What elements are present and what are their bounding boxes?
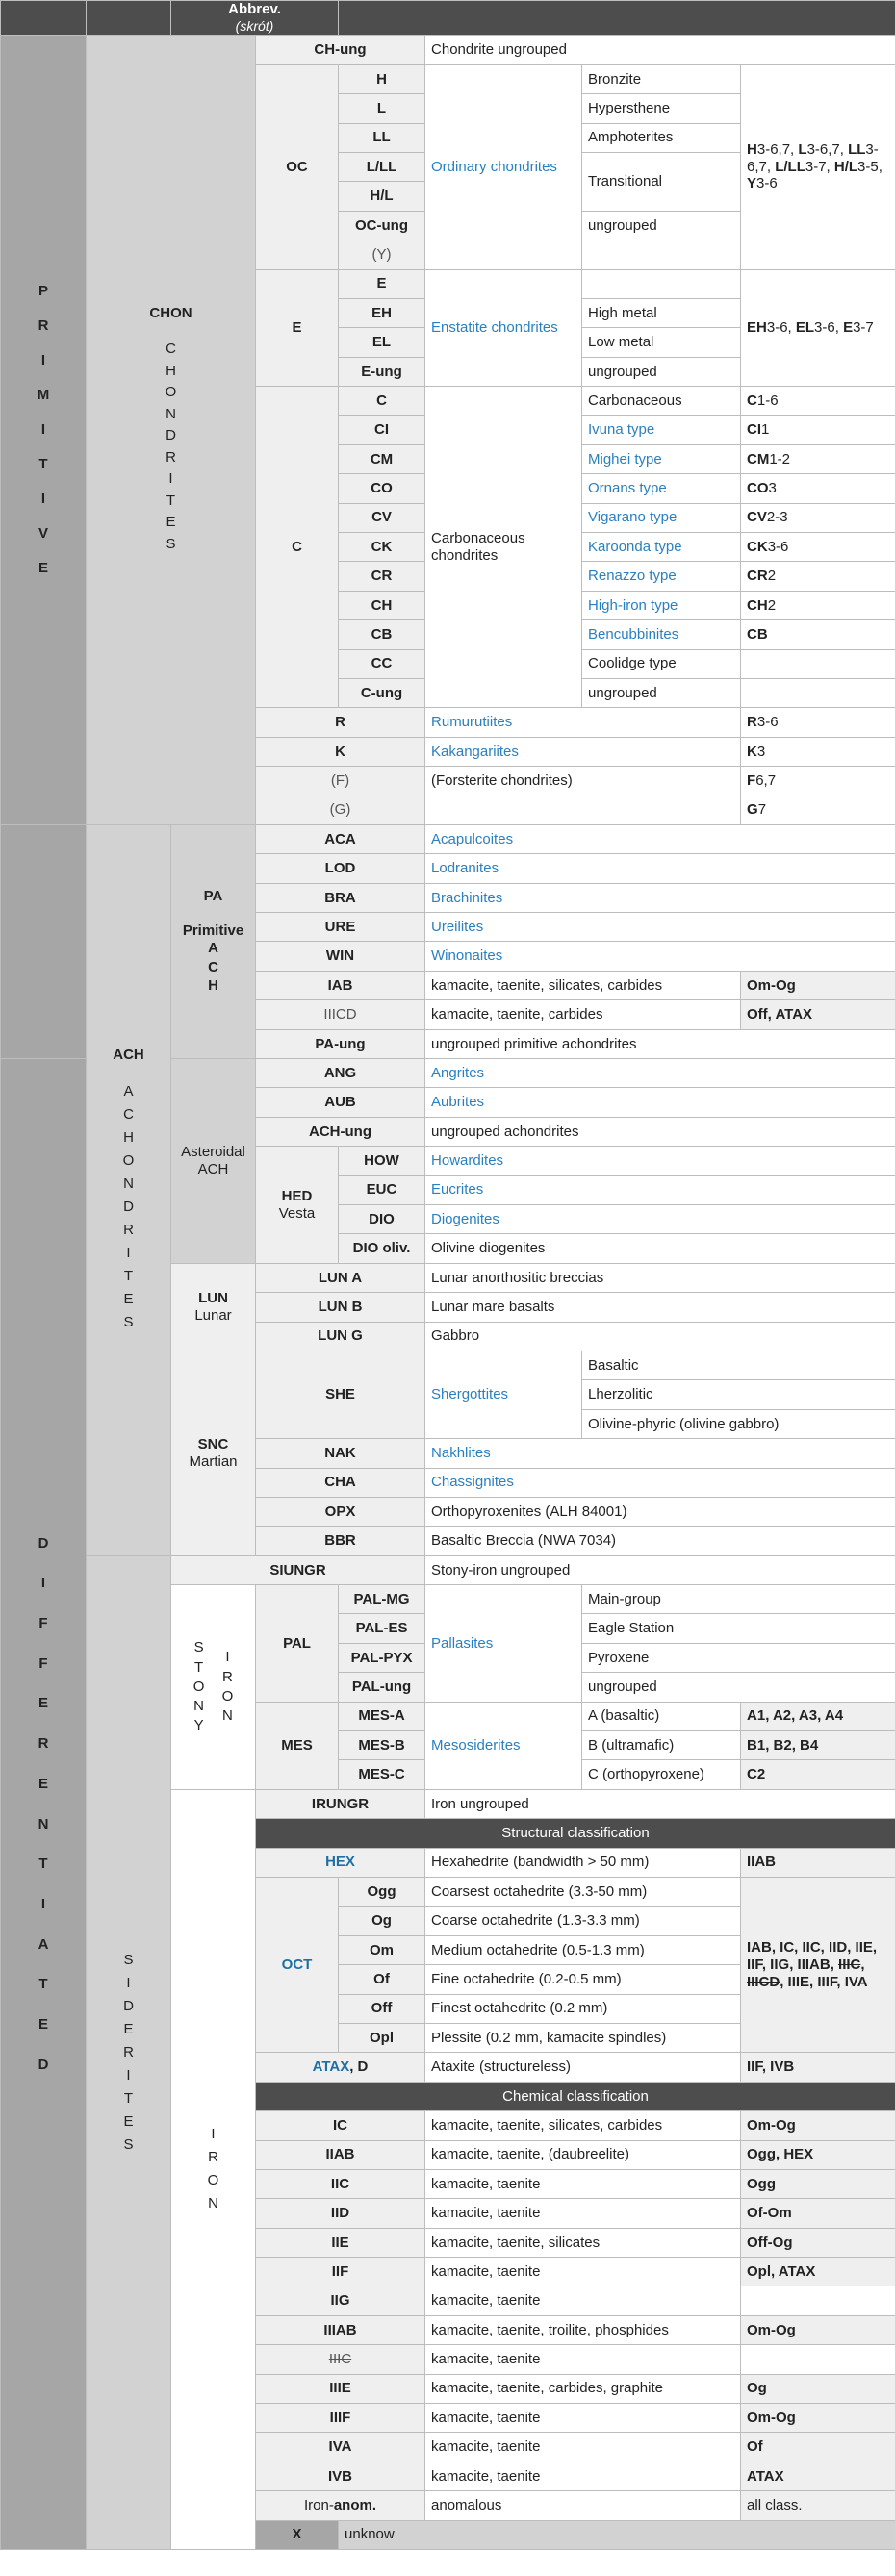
group-achondrites: [87, 824, 171, 1555]
snc-label: SNC: [197, 1436, 229, 1453]
name-iron-anom: anomalous: [425, 2491, 741, 2520]
lun-label: LUN: [198, 1290, 228, 1307]
name-lodranites: Lodranites: [425, 854, 895, 883]
struct-iig: [741, 2286, 895, 2315]
type-mes-a: A (basaltic): [582, 1702, 741, 1730]
header-abbrev-label: Abbrev.: [228, 1, 281, 17]
name-iig: kamacite, taenite: [425, 2286, 741, 2315]
name-iva: kamacite, taenite: [425, 2433, 741, 2462]
petro-c-ch: CH2: [741, 591, 895, 619]
code-iic: IIC: [256, 2169, 425, 2198]
type-karoonda: Karoonda type: [582, 533, 741, 562]
code-dio-oliv: DIO oliv.: [339, 1234, 425, 1263]
group-stony-iron: [171, 1585, 256, 1790]
martian-label: Martian: [189, 1452, 238, 1470]
code-dio: DIO: [339, 1205, 425, 1234]
group-chondrites: [87, 36, 256, 825]
name-siungr: Stony-iron ungrouped: [425, 1555, 895, 1584]
name-acapulcoites: Acapulcoites: [425, 824, 895, 853]
sub-e-ung: E-ung: [339, 357, 425, 386]
name-winonaites: Winonaites: [425, 942, 895, 971]
sub-oct-opl: Opl: [339, 2023, 425, 2052]
petro-g: G7: [741, 796, 895, 824]
code-euc: EUC: [339, 1175, 425, 1204]
name-iid: kamacite, taenite: [425, 2199, 741, 2228]
type-bronzite: Bronzite: [582, 64, 741, 93]
name-unknown: unknow: [339, 2520, 895, 2549]
name-nakhlites: Nakhlites: [425, 1439, 895, 1468]
name-iiif: kamacite, taenite: [425, 2404, 741, 2433]
sub-c-cm: CM: [339, 444, 425, 473]
name-iiicd: kamacite, taenite, carbides: [425, 1000, 741, 1029]
code-iva: IVA: [256, 2433, 425, 2462]
name-iic: kamacite, taenite: [425, 2169, 741, 2198]
name-rumurutiites: Rumurutiites: [425, 708, 741, 737]
sub-pal-pyx: PAL-PYX: [339, 1643, 425, 1672]
code-g: (G): [256, 796, 425, 824]
name-ivb: kamacite, taenite: [425, 2462, 741, 2490]
struct-iiab: Ogg, HEX: [741, 2140, 895, 2169]
vesta-label: Vesta: [278, 1204, 316, 1222]
petro-c-c: C1-6: [741, 387, 895, 416]
header-abbrev: [171, 1, 339, 36]
name-diogenites: Diogenites: [425, 1205, 895, 1234]
name-enstatite-chondrites: Enstatite chondrites: [425, 269, 582, 387]
type-olivine-phyric: Olivine-phyric (olivine gabbro): [582, 1409, 895, 1438]
type-c-ungrouped: ungrouped: [582, 678, 741, 707]
sub-c-cc: CC: [339, 649, 425, 678]
code-ivb: IVB: [256, 2462, 425, 2490]
petro-c-ck: CK3-6: [741, 533, 895, 562]
name-atax: Ataxite (structureless): [425, 2053, 741, 2082]
sub-c-ci: CI: [339, 416, 425, 444]
chon-label: CHON: [149, 304, 192, 321]
code-she: SHE: [256, 1351, 425, 1438]
sub-oc-ung: OC-ung: [339, 211, 425, 240]
name-iiie: kamacite, taenite, carbides, graphite: [425, 2374, 741, 2403]
group-pa: [171, 824, 256, 1058]
type-mes-c: C (orthopyroxene): [582, 1760, 741, 1789]
code-siungr: SIUNGR: [171, 1555, 425, 1584]
code-iiab: IIAB: [256, 2140, 425, 2169]
type-mes-b: B (ultramafic): [582, 1731, 741, 1760]
code-iab: IAB: [256, 971, 425, 999]
name-opx: Orthopyroxenites (ALH 84001): [425, 1497, 895, 1526]
name-iiab: kamacite, taenite, (daubreelite): [425, 2140, 741, 2169]
sub-oct-ogg: Ogg: [339, 1877, 425, 1906]
code-r: R: [256, 708, 425, 737]
iron-big-vertical: I R O N: [207, 2126, 219, 2212]
struct-iid: Of-Om: [741, 2199, 895, 2228]
name-g-empty: [425, 796, 741, 824]
sub-c-cr: CR: [339, 562, 425, 591]
sub-c-cb: CB: [339, 620, 425, 649]
group-mes-b: B1, B2, B4: [741, 1731, 895, 1760]
type-oc-ungrouped: ungrouped: [582, 211, 741, 240]
name-opl: Plessite (0.2 mm, kamacite spindles): [425, 2023, 741, 2052]
struct-iiif: Om-Og: [741, 2404, 895, 2433]
sub-oc-ll: LL: [339, 123, 425, 152]
group-lunar: [171, 1263, 256, 1351]
primitive-ach-label: Primitive: [182, 922, 244, 939]
type-low-metal: Low metal: [582, 328, 741, 357]
type-basaltic: Basaltic: [582, 1351, 895, 1379]
sub-oct-og: Og: [339, 1907, 425, 1935]
asteroidal-label-2: ACH: [197, 1160, 229, 1177]
type-e-ungrouped: ungrouped: [582, 357, 741, 386]
code-lun-b: LUN B: [256, 1293, 425, 1322]
header-blank-1: [1, 1, 87, 36]
lunar-label: Lunar: [194, 1306, 232, 1324]
code-iron-anom: Iron-anom.: [256, 2491, 425, 2520]
struct-iiiab: Om-Og: [741, 2315, 895, 2344]
name-mesosiderites: Mesosiderites: [425, 1702, 582, 1789]
code-mes: MES: [256, 1702, 339, 1789]
struct-iiicd: Off, ATAX: [741, 1000, 895, 1029]
petro-c-cc: [741, 649, 895, 678]
name-lun-a: Lunar anorthositic breccias: [425, 1263, 895, 1292]
hed-label: HED: [281, 1187, 313, 1204]
petro-c-ci: CI1: [741, 416, 895, 444]
achondrites-vertical: A C H O N D R I T E S: [122, 1082, 135, 1330]
name-irungr: Iron ungrouped: [425, 1789, 895, 1818]
group-hex: IIAB: [741, 1848, 895, 1877]
struct-iiie: Og: [741, 2374, 895, 2403]
code-opx: OPX: [256, 1497, 425, 1526]
sub-c-ck: CK: [339, 533, 425, 562]
chondrites-vertical: C H O N D R I T E S: [165, 341, 177, 552]
type-transitional: Transitional: [582, 152, 741, 211]
name-chassignites: Chassignites: [425, 1468, 895, 1497]
sub-mes-a: MES-A: [339, 1702, 425, 1730]
sub-oc-l-ll: L/LL: [339, 152, 425, 181]
struct-iiic: [741, 2345, 895, 2374]
siderites-vertical: S I D E R I T E S: [123, 1951, 134, 2153]
code-lun-g: LUN G: [256, 1322, 425, 1351]
code-iig: IIG: [256, 2286, 425, 2315]
code-aca: ACA: [256, 824, 425, 853]
name-og: Coarse octahedrite (1.3-3.3 mm): [425, 1907, 741, 1935]
ach-label: ACH: [113, 1046, 144, 1063]
code-win: WIN: [256, 942, 425, 971]
type-lherzolitic: Lherzolitic: [582, 1380, 895, 1409]
code-hex: HEX: [256, 1848, 425, 1877]
code-bbr: BBR: [256, 1527, 425, 1555]
code-ach-ung: ACH-ung: [256, 1117, 425, 1146]
group-atax: IIF, IVB: [741, 2053, 895, 2082]
struct-iab: Om-Og: [741, 971, 895, 999]
sub-pal-es: PAL-ES: [339, 1614, 425, 1643]
group-mes-c: C2: [741, 1760, 895, 1789]
name-ic: kamacite, taenite, silicates, carbides: [425, 2111, 741, 2140]
code-iiif: IIIF: [256, 2404, 425, 2433]
name-carbonaceous-chondrites: Carbonaceous chondrites: [425, 387, 582, 708]
type-bencubbinites: Bencubbinites: [582, 620, 741, 649]
name-aubrites: Aubrites: [425, 1088, 895, 1117]
code-pal: PAL: [256, 1585, 339, 1703]
name-forsterite: (Forsterite chondrites): [425, 767, 741, 796]
iron-vertical: I R O N: [221, 1649, 234, 1725]
group-primitive: P R I M I T I V E: [1, 36, 87, 825]
petro-c-cb: CB: [741, 620, 895, 649]
struct-ic: Om-Og: [741, 2111, 895, 2140]
code-iiicd: IIICD: [256, 1000, 425, 1029]
structural-classification-header: Structural classification: [256, 1819, 895, 1848]
code-iiic: IIIC: [256, 2345, 425, 2374]
struct-iron-anom: all class.: [741, 2491, 895, 2520]
name-ch-ung: Chondrite ungrouped: [425, 36, 895, 64]
code-hed: [256, 1147, 339, 1264]
sub-oct-om: Om: [339, 1935, 425, 1964]
group-mes-a: A1, A2, A3, A4: [741, 1702, 895, 1730]
name-iab: kamacite, taenite, silicates, carbides: [425, 971, 741, 999]
ach-vertical: A C H: [208, 940, 218, 995]
code-e: E: [256, 269, 339, 387]
sub-e-el: EL: [339, 328, 425, 357]
name-ogg: Coarsest octahedrite (3.3-50 mm): [425, 1877, 741, 1906]
code-pa-ung: PA-ung: [256, 1029, 425, 1058]
petro-k: K3: [741, 737, 895, 766]
header-blank-2: [87, 1, 171, 36]
type-renazzo: Renazzo type: [582, 562, 741, 591]
name-om: Medium octahedrite (0.5-1.3 mm): [425, 1935, 741, 1964]
group-differentiated: D I F F E R E N T I A T E D: [1, 1059, 87, 2550]
code-iiie: IIIE: [256, 2374, 425, 2403]
sub-oct-off: Off: [339, 1994, 425, 2023]
petro-f: F6,7: [741, 767, 895, 796]
petro-c-co: CO3: [741, 474, 895, 503]
petro-c-cm: CM1-2: [741, 444, 895, 473]
name-eucrites: Eucrites: [425, 1175, 895, 1204]
group-oct: IAB, IC, IIC, IID, IIE, IIF, IIG, IIIAB, IIIC, IIICD, IIIE, IIIF, IVA: [741, 1877, 895, 2052]
name-shergottites: Shergottites: [425, 1351, 582, 1438]
header-abbrev-sub: (skrót): [235, 17, 274, 34]
name-ordinary-chondrites: Ordinary chondrites: [425, 64, 582, 269]
type-vigarano: Vigarano type: [582, 503, 741, 532]
code-ure: URE: [256, 913, 425, 942]
code-lun-a: LUN A: [256, 1263, 425, 1292]
type-main-group: Main-group: [582, 1585, 895, 1614]
name-angrites: Angrites: [425, 1059, 895, 1088]
struct-iva: Of: [741, 2433, 895, 2462]
sub-pal-ung: PAL-ung: [339, 1673, 425, 1702]
name-bbr: Basaltic Breccia (NWA 7034): [425, 1527, 895, 1555]
sub-oc-h-l: H/L: [339, 182, 425, 211]
type-ivuna: Ivuna type: [582, 416, 741, 444]
code-c: C: [256, 387, 339, 708]
struct-iic: Ogg: [741, 2169, 895, 2198]
sub-mes-b: MES-B: [339, 1731, 425, 1760]
sub-mes-c: MES-C: [339, 1760, 425, 1789]
chemical-classification-header: Chemical classification: [256, 2082, 895, 2110]
name-iie: kamacite, taenite, silicates: [425, 2228, 741, 2257]
sub-c-ung: C-ung: [339, 678, 425, 707]
header-blank-3: [339, 1, 895, 36]
code-ch-ung: CH-ung: [256, 36, 425, 64]
name-off: Finest octahedrite (0.2 mm): [425, 1994, 741, 2023]
type-pyroxene: Pyroxene: [582, 1643, 895, 1672]
code-oct: OCT: [256, 1877, 339, 2052]
type-ornans: Ornans type: [582, 474, 741, 503]
petro-c-cv: CV2-3: [741, 503, 895, 532]
sub-c-c: C: [339, 387, 425, 416]
type-high-metal: High metal: [582, 298, 741, 327]
name-olivine-diogenites: Olivine diogenites: [425, 1234, 895, 1263]
name-lun-b: Lunar mare basalts: [425, 1293, 895, 1322]
sub-oc-y: (Y): [339, 240, 425, 269]
sub-oc-h: H: [339, 64, 425, 93]
code-iid: IID: [256, 2199, 425, 2228]
code-irungr: IRUNGR: [256, 1789, 425, 1818]
code-f: (F): [256, 767, 425, 796]
type-high-iron: High-iron type: [582, 591, 741, 619]
code-iif: IIF: [256, 2258, 425, 2286]
name-ach-ung: ungrouped achondrites: [425, 1117, 895, 1146]
petro-c-cr: CR2: [741, 562, 895, 591]
sub-c-cv: CV: [339, 503, 425, 532]
sub-oc-l: L: [339, 94, 425, 123]
type-carbonaceous: Carbonaceous: [582, 387, 741, 416]
name-pa-ung: ungrouped primitive achondrites: [425, 1029, 895, 1058]
name-ureilites: Ureilites: [425, 913, 895, 942]
code-oc: OC: [256, 64, 339, 269]
stony-vertical: S T O N Y: [192, 1639, 205, 1734]
struct-ivb: ATAX: [741, 2462, 895, 2490]
type-eagle-station: Eagle Station: [582, 1614, 895, 1643]
name-iiic: kamacite, taenite: [425, 2345, 741, 2374]
primitive-continuation: [1, 824, 87, 1058]
name-howardites: Howardites: [425, 1147, 895, 1175]
code-iiiab: IIIAB: [256, 2315, 425, 2344]
name-iif: kamacite, taenite: [425, 2258, 741, 2286]
group-martian: [171, 1351, 256, 1555]
petro-e: EH3-6, EL3-6, E3-7: [741, 269, 895, 387]
code-lod: LOD: [256, 854, 425, 883]
sub-e-eh: EH: [339, 298, 425, 327]
code-ang: ANG: [256, 1059, 425, 1088]
group-asteroidal: [171, 1059, 256, 1264]
code-nak: NAK: [256, 1439, 425, 1468]
sub-pal-mg: PAL-MG: [339, 1585, 425, 1614]
code-ic: IC: [256, 2111, 425, 2140]
group-siderites: [87, 1555, 171, 2549]
sub-c-ch: CH: [339, 591, 425, 619]
sub-oct-of: Of: [339, 1965, 425, 1994]
type-coolidge: Coolidge type: [582, 649, 741, 678]
code-aub: AUB: [256, 1088, 425, 1117]
name-hex: Hexahedrite (bandwidth > 50 mm): [425, 1848, 741, 1877]
type-hypersthene: Hypersthene: [582, 94, 741, 123]
code-x: X: [256, 2520, 339, 2549]
pa-label: PA: [203, 888, 223, 905]
struct-iif: Opl, ATAX: [741, 2258, 895, 2286]
code-bra: BRA: [256, 883, 425, 912]
name-brachinites: Brachinites: [425, 883, 895, 912]
name-lun-g: Gabbro: [425, 1322, 895, 1351]
group-iron: [171, 1789, 256, 2549]
code-iie: IIE: [256, 2228, 425, 2257]
asteroidal-label: Asteroidal: [181, 1144, 245, 1161]
code-k: K: [256, 737, 425, 766]
name-kakangariites: Kakangariites: [425, 737, 741, 766]
type-amphoterites: Amphoterites: [582, 123, 741, 152]
code-how: HOW: [339, 1147, 425, 1175]
code-cha: CHA: [256, 1468, 425, 1497]
type-mighei: Mighei type: [582, 444, 741, 473]
type-oc-empty: [582, 240, 741, 269]
struct-iie: Off-Og: [741, 2228, 895, 2257]
sub-c-co: CO: [339, 474, 425, 503]
name-of: Fine octahedrite (0.2-0.5 mm): [425, 1965, 741, 1994]
petro-r: R3-6: [741, 708, 895, 737]
type-pal-ungrouped: ungrouped: [582, 1673, 895, 1702]
type-e-empty: [582, 269, 741, 298]
name-pallasites: Pallasites: [425, 1585, 582, 1703]
sub-e-e: E: [339, 269, 425, 298]
petro-c-ung: [741, 678, 895, 707]
petro-oc: H3-6,7, L3-6,7, LL3-6,7, L/LL3-7, H/L3-5, Y3-6: [741, 64, 895, 269]
code-atax: ATAX, D: [256, 2053, 425, 2082]
name-iiiab: kamacite, taenite, troilite, phosphides: [425, 2315, 741, 2344]
